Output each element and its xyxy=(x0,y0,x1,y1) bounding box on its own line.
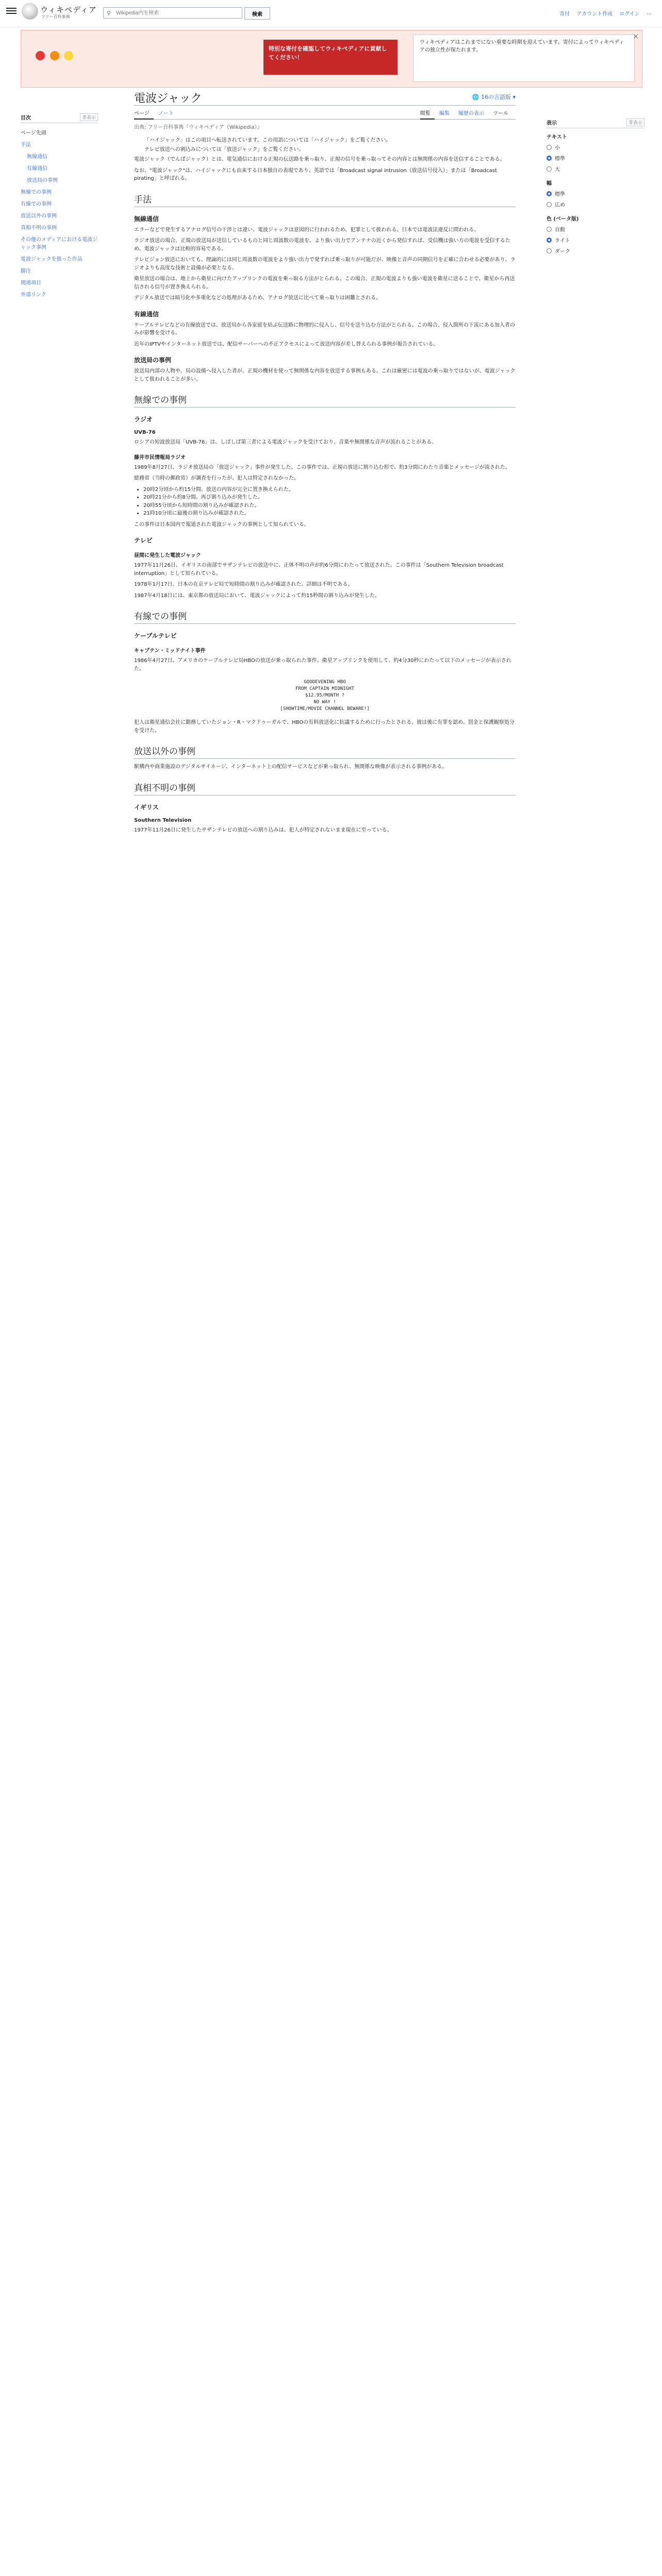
list-item: • 20時55分頃から短時間の割り込みが確認された。 xyxy=(143,502,516,510)
subsection-heading-fm xyxy=(134,453,516,461)
search-button[interactable]: 検索 xyxy=(244,7,270,20)
tab-talk[interactable]: ノート xyxy=(158,111,174,116)
toc-item[interactable]: 放送以外の事例 xyxy=(21,213,57,219)
toc-hide-button[interactable]: 非表示 xyxy=(80,113,98,121)
toc-item[interactable]: 真相不明の事例 xyxy=(21,225,57,231)
subsection-heading-southern-text: Southern Television xyxy=(134,817,192,823)
banner-body: ウィキペディアはこれまでにない重要な時期を迎えています。寄付によってウィキペディアの独立性が保たれます。 xyxy=(413,35,635,82)
paragraph: 近年のIPTVやインターネット放送では、配信サーバーへの不正アクセスによって放送内容が差し替えられる事例が報告されている。 xyxy=(134,341,439,347)
banner-dot xyxy=(64,51,73,60)
section-heading-cable-cases xyxy=(134,609,516,624)
toc-heading: 目次 非表示 xyxy=(21,113,98,123)
table-of-contents xyxy=(21,113,98,300)
section-heading-other-cases-text: 放送以外の事例 xyxy=(134,747,195,757)
subsection-heading-wireless xyxy=(134,214,516,223)
language-button[interactable]: 🌐 16の言語版 ▾ xyxy=(472,94,516,100)
subsection-heading-wired-text: 有線通信 xyxy=(134,310,159,318)
paragraph: 総務省（当時の郵政省）が調査を行ったが、犯人は特定されなかった。 xyxy=(134,476,299,481)
subsection-heading-captain xyxy=(134,646,516,654)
close-icon[interactable]: × xyxy=(633,32,639,41)
banner-dot xyxy=(50,51,59,60)
section-heading-unknown xyxy=(134,781,516,795)
color-light[interactable]: ライト xyxy=(547,236,644,244)
section-heading-cable-cases-text: 有線での事例 xyxy=(134,612,187,622)
article-body xyxy=(134,156,516,834)
donation-banner xyxy=(21,30,642,88)
subsection-heading-radio xyxy=(134,415,516,423)
width-label: 幅 xyxy=(547,181,552,187)
text-size-large[interactable]: 大 xyxy=(547,165,644,173)
banner-message[interactable]: 特別な寄付を確認してウィキペディアに貢献してください！ xyxy=(263,40,398,75)
bullet-list xyxy=(143,486,516,518)
subsection-heading-uk-text: イギリス xyxy=(134,803,159,811)
list-item: • 21時10分頃に最後の割り込みが確認された。 xyxy=(143,510,516,518)
paragraph: 放送局内部の人物や、局の設備へ侵入した者が、正規の機材を使って無関係な内容を放送する事例もある。これは厳密には電波の乗っ取りではないが、電波ジャックとして扱われることが多い。 xyxy=(134,368,516,382)
paragraph: 1978年1月17日、日本の在京テレビ局で短時間の割り込みが確認された。詳細は不明である。 xyxy=(134,582,353,587)
hatnote: 「ハイジャック」はこの項目へ転送されています。この用語については「ハイジャック」をご覧ください。 xyxy=(144,138,391,143)
quote-block xyxy=(134,679,516,713)
intro-paragraph: 電波ジャック（でんぱジャック）とは、電気通信における正規の伝送路を乗っ取り、正規の信号を乗っ取ってその内容とは無関係の内容を送信することである。 xyxy=(134,157,505,162)
subsection-heading-tv-jp-text: 昼間に発生した電波ジャック xyxy=(134,553,201,558)
banner-dot xyxy=(36,51,45,60)
subsection-heading-tv-jp xyxy=(134,551,516,558)
paragraph: 1977年11月26日、イギリスの南部でサザンテレビの放送中に、正体不明の声が約6分間にわたって放送された。この事件は「Southern Television broadcast interruption」として知られている。 xyxy=(134,563,504,577)
login-link[interactable]: ログイン xyxy=(619,11,640,17)
paragraph: デジタル放送では暗号化や多重化などの処理があるため、アナログ放送に比べて乗っ取りは困難とされる。 xyxy=(134,295,381,301)
tab-edit[interactable]: 編集 xyxy=(439,111,450,116)
toc-item[interactable]: 有線通信 xyxy=(27,166,47,172)
create-account-link[interactable]: アカウント作成 xyxy=(576,11,613,17)
tab-read[interactable]: 閲覧 xyxy=(420,106,435,120)
main-menu-icon[interactable] xyxy=(6,6,16,13)
appearance-hide-button[interactable]: 非表示 xyxy=(626,118,644,126)
toc-item[interactable]: その他のメディアにおける電波ジャック事例 xyxy=(21,237,98,250)
site-header xyxy=(0,0,662,27)
toc-item[interactable]: 外部リンク xyxy=(21,292,46,298)
paragraph: エラーなどで発生するアナログ信号の干渉とは違い、電波ジャックは意図的に行われるため、犯罪として扱われる。日本では電波法違反に問われる。 xyxy=(134,227,479,233)
quote-line: GOODEVENING HBO xyxy=(304,680,346,685)
subsection-heading-station-text: 放送局の事例 xyxy=(134,357,172,364)
page-title: 電波ジャック xyxy=(134,92,202,105)
article xyxy=(134,88,516,837)
quote-line: NO WAY ! xyxy=(313,700,336,705)
appearance-heading: 表示 非表示 xyxy=(547,118,644,128)
subsection-heading-fm-text: 藤井市民情報局ラジオ xyxy=(134,454,186,461)
subsection-heading-radio-text: ラジオ xyxy=(134,416,153,423)
paragraph: この事件は日本国内で報道された電波ジャックの事例として知られている。 xyxy=(134,521,309,528)
subsection-heading-uvb xyxy=(134,430,516,435)
subsection-heading-tv-text: テレビ xyxy=(134,537,153,544)
donate-link[interactable]: 寄付 xyxy=(559,11,570,17)
subsection-heading-tv xyxy=(134,536,516,545)
paragraph: 1986年4月27日、アメリカのケーブルテレビ局HBOの放送が乗っ取られた事件。衛星アップリンクを使用して、約4分30秒にわたって以下のメッセージが表示された。 xyxy=(134,658,511,672)
quote-line: [SHOWTIME/MOVIE CHANNEL BEWARE!] xyxy=(280,706,370,712)
user-links xyxy=(554,9,652,17)
subsection-heading-wireless-text: 無線通信 xyxy=(134,215,159,223)
color-label: 色 (ベータ版) xyxy=(547,216,579,222)
wordmark[interactable]: ウィキペディア xyxy=(40,5,97,14)
paragraph: 1977年11月26日に発生したサザンテレビの放送への割り込みは、犯人が特定されないまま現在に至っている。 xyxy=(134,827,392,833)
tab-tools[interactable]: ツール xyxy=(493,111,508,116)
wikipedia-globe-logo[interactable] xyxy=(22,3,38,20)
hatnote: テレビ放送への割込みについては「放送ジャック」をご覧ください。 xyxy=(144,147,304,152)
section-heading-radio-cases xyxy=(134,393,516,408)
paragraph: ラジオ放送の場合、正規の放送局が送信しているものと同じ周波数の電波を、より強い出力でアンテナの近くから発信すれば、受信機は強い方の電波を受信するため、電波ジャックは比較的容易である。 xyxy=(134,238,510,252)
toc-item[interactable]: 手法 xyxy=(21,142,31,148)
section-heading-radio-cases-text: 無線での事例 xyxy=(134,395,187,405)
section-heading-method-text: 手法 xyxy=(134,194,152,205)
tab-history[interactable]: 履歴の表示 xyxy=(458,111,484,116)
appearance-panel xyxy=(547,113,644,258)
subsection-heading-wired xyxy=(134,310,516,318)
paragraph: 犯人は衛星通信会社に勤務していたジョン・R・マクドゥーガルで、HBOの有料放送化に抗議するために行ったとされる。彼は後に有罪を認め、罰金と保護観察処分を受けた。 xyxy=(134,720,515,734)
site-sub: 出典: フリー百科事典『ウィキペディア（Wikipedia）』 xyxy=(134,125,262,130)
color-dark[interactable]: ダーク xyxy=(547,247,644,255)
toc-item[interactable]: 脚注 xyxy=(21,268,31,274)
subsection-heading-southern xyxy=(134,818,516,823)
toc-item[interactable]: 無線での事例 xyxy=(21,190,52,195)
paragraph: 駅構内や商業施設のデジタルサイネージ、インターネット上の配信サービスなどが乗っ取られ、無関係な映像が表示される事例がある。 xyxy=(134,764,448,770)
subsection-heading-uvb-text: UVB-76 xyxy=(134,430,156,435)
paragraph: ケーブルテレビなどの有線放送では、放送局から各家庭を結ぶ伝送路に物理的に侵入し、信号を送り込む方法がとられる。この場合、侵入箇所の下流にある加入者のみが影響を受ける。 xyxy=(134,322,515,336)
tagline: フリー百科事典 xyxy=(41,14,70,19)
search-input[interactable] xyxy=(103,7,242,19)
text-size-small[interactable]: 小 xyxy=(547,143,644,151)
search-icon: ⚲ xyxy=(107,10,111,16)
subsection-heading-cable-text: ケーブルテレビ xyxy=(134,632,177,639)
search-box xyxy=(103,7,273,20)
subsection-heading-uk xyxy=(134,803,516,811)
subsection-heading-captain-text: キャプテン・ミッドナイト事件 xyxy=(134,648,206,654)
banner-graphic xyxy=(28,36,235,81)
text-size-standard[interactable]: 標準 xyxy=(547,154,644,162)
color-auto[interactable]: 自動 xyxy=(547,225,644,233)
toc-item[interactable]: 放送局の事例 xyxy=(27,178,58,183)
paragraph: テレビジョン放送においても、理論的には同じ周波数の電波をより強い出力で発すれば乗っ取りが可能だが、映像と音声の同期信号を正確に合わせる必要があり、ラジオよりも高度な技術と設備が必要となる。 xyxy=(134,257,516,271)
section-heading-method xyxy=(134,192,516,207)
toc-item[interactable]: 有線での事例 xyxy=(21,201,52,207)
paragraph: 1989年8月27日、ラジオ放送局の「放送ジャック」事件が発生した。この事件では、正規の放送に割り込む形で、約3分間にわたり音楽とメッセージが流された。 xyxy=(134,464,510,470)
list-item: • 20時21分から約8分間、再び割り込みが発生した。 xyxy=(143,494,516,502)
paragraph: ロシアの短波放送局「UVB-76」は、しばしば第三者による電波ジャックを受けており、音楽や無関係な音声が流れることがある。 xyxy=(134,439,437,445)
toc-item[interactable]: ページ先頭 xyxy=(21,130,46,136)
intro-paragraph: なお、"電波ジャック"は、ハイジャックにも由来する日本独自の表現であり、英語では「Broadcast signal intrusion（放送信号侵入）」または「Broadcast pirating」と呼ばれる。 xyxy=(134,167,497,181)
subsection-heading-cable xyxy=(134,631,516,640)
width-wide[interactable]: 広め xyxy=(547,200,644,208)
section-heading-unknown-text: 真相不明の事例 xyxy=(134,783,195,793)
quote-line: FROM CAPTAIN MIDNIGHT xyxy=(295,686,354,692)
text-size-label: テキスト xyxy=(547,134,567,140)
subsection-heading-station xyxy=(134,355,516,364)
page-tabs xyxy=(134,106,516,120)
tab-page[interactable]: ページ xyxy=(134,106,154,120)
paragraph: 衛星放送の場合は、地上から衛星に向けたアップリンクの電波を乗っ取る方法がとられる。この場合、正規の電波よりも強い電波を衛星に送ることで、衛星から再送信される信号が置き換えられる。 xyxy=(134,276,515,290)
section-heading-other-cases xyxy=(134,744,516,759)
quote-line: $12.95/MONTH ? xyxy=(305,693,344,699)
list-item: • 20時2分頃から約15分間、放送の内容が完全に置き換えられた。 xyxy=(143,486,516,494)
more-options-icon[interactable]: ⋯ xyxy=(647,11,652,17)
toc-item[interactable]: 無線通信 xyxy=(27,154,47,160)
toc-item[interactable]: 関連項目 xyxy=(21,280,41,286)
width-standard[interactable]: 標準 xyxy=(547,190,644,197)
toc-item[interactable]: 電波ジャックを扱った作品 xyxy=(21,257,82,262)
paragraph: 1987年4月18日には、東京都の放送局において、電波ジャックによって約15秒間の割り込みが発生した。 xyxy=(134,592,380,599)
